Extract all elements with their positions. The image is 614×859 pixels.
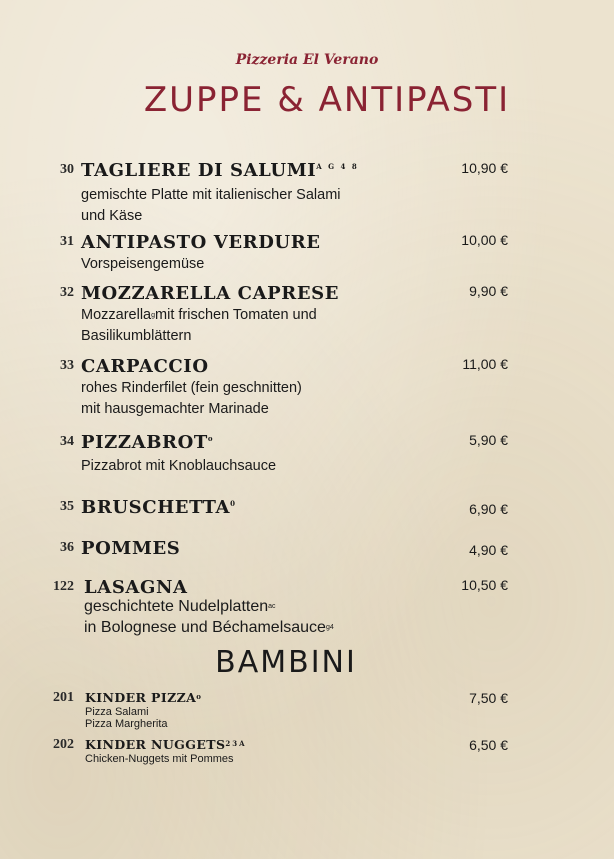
item-number: 34 xyxy=(60,434,74,449)
item-number: 35 xyxy=(60,499,74,514)
item-description: geschichtete Nudelplatten$^{ac}$ in Bolognese und Béchamelsauce$^{g4}$ xyxy=(84,598,334,636)
allergen-code: g xyxy=(151,312,156,319)
item-description: rohes Rinderfilet (fein geschnitten) mit hausgemachter Marinade xyxy=(81,380,302,417)
allergen-code: o xyxy=(207,434,215,443)
item-number: 36 xyxy=(60,540,74,555)
item-name: KINDER PIZZA$^o$ xyxy=(85,690,203,705)
allergen-code: A G 4 8 xyxy=(316,162,359,171)
allergen-code: ac xyxy=(268,603,276,610)
item-name: KINDER $NUGGETS^{23A}$ xyxy=(85,737,247,752)
allergen-code: 23A xyxy=(225,739,247,748)
item-name: TAGLIERE DI $SALUMI^{A G 4 8}$ xyxy=(81,160,359,181)
item-number: 122 xyxy=(53,579,74,594)
item-number: 202 xyxy=(53,737,74,752)
brand-name: Pizzeria El Verano xyxy=(235,52,379,68)
item-description: gemischte Platte mit italienischer Salami und Käse xyxy=(81,187,341,224)
item-description: Vorspeisengemüse xyxy=(81,256,205,272)
item-price: 6,90 € xyxy=(469,501,508,517)
item-price: 5,90 € xyxy=(469,432,508,448)
item-price: 6,50 € xyxy=(469,737,508,753)
item-price: 9,90 € xyxy=(469,283,508,299)
item-name: ANTIPASTO VERDURE xyxy=(81,232,321,253)
item-name: LASAGNA xyxy=(84,577,188,598)
section-title-bambini: BAMBINI xyxy=(215,645,357,680)
item-description: Chicken-Nuggets mit Pommes xyxy=(85,753,234,765)
item-description: Pizzabrot mit Knoblauchsauce xyxy=(81,458,277,474)
item-price: 10,50 € xyxy=(461,577,508,593)
item-name: BRUSCHETTA$^0$ xyxy=(81,497,237,518)
item-name: PIZZABROT$^o$ xyxy=(81,432,215,453)
item-number: 32 xyxy=(60,285,74,300)
item-name: CARPACCIO xyxy=(81,356,209,377)
item-number: 30 xyxy=(60,162,74,177)
item-price: 10,00 € xyxy=(461,232,508,248)
item-number: 201 xyxy=(53,690,74,705)
allergen-code: o xyxy=(196,692,203,701)
allergen-code: g4 xyxy=(325,624,334,631)
item-description: Pizza Salami Pizza Margherita xyxy=(85,706,168,730)
item-price: 7,50 € xyxy=(469,690,508,706)
item-description: Mozzarella$^g$mit frischen Tomaten und Basilikumblättern xyxy=(81,307,317,344)
item-number: 33 xyxy=(60,358,74,373)
item-name: MOZZARELLA CAPRESE xyxy=(81,283,340,304)
item-number: 31 xyxy=(60,234,74,249)
section-title-zuppe-antipasti: ZUPPE & ANTIPASTI xyxy=(143,80,511,120)
allergen-code: 0 xyxy=(230,499,237,508)
item-price: 4,90 € xyxy=(469,542,508,558)
item-name: POMMES xyxy=(81,538,181,559)
item-price: 10,90 € xyxy=(461,160,508,176)
item-price: 11,00 € xyxy=(462,356,508,372)
